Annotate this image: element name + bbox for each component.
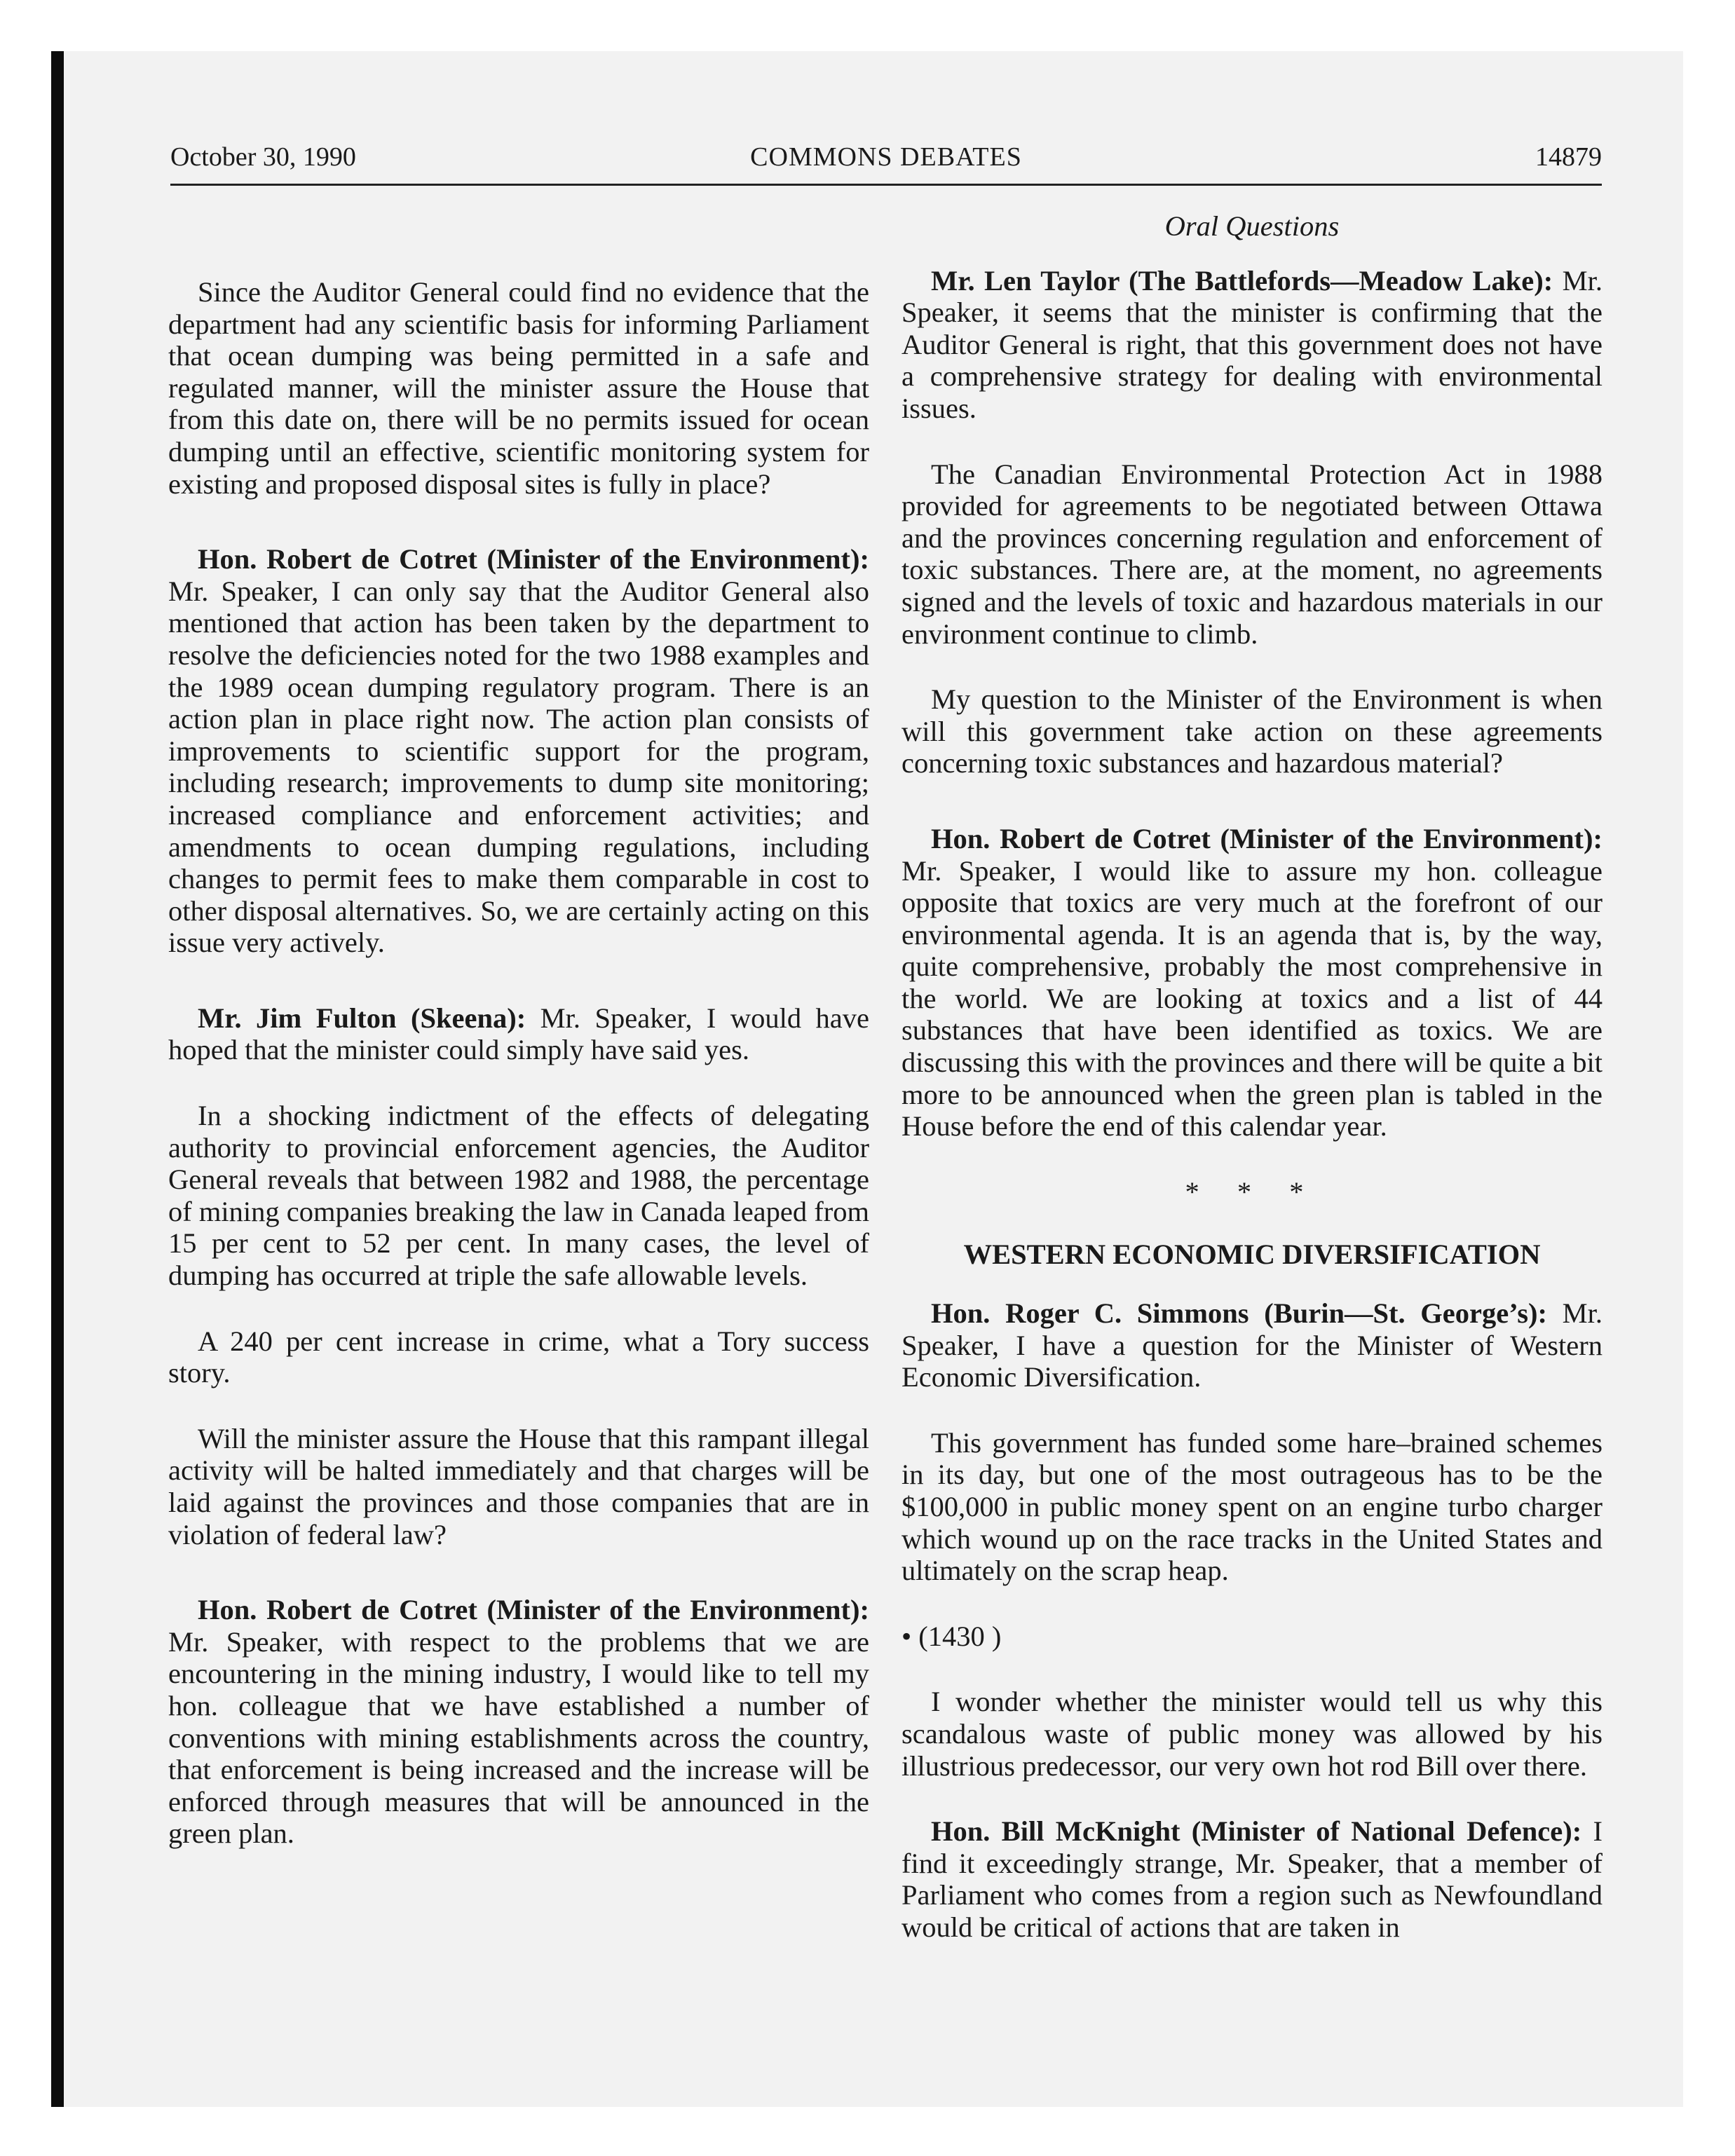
speaker-name: Mr. Len Taylor (The Battlefords—Meadow Lake): bbox=[931, 264, 1553, 296]
scan-binding-edge bbox=[51, 51, 64, 2107]
paragraph: Will the minister assure the House that this rampant illegal activity will be halted immediately and that charges will be laid against the provinces and those companies that are in violation of federal law? bbox=[168, 1422, 869, 1550]
left-column bbox=[168, 276, 869, 1883]
header-page-number: 14879 bbox=[1535, 142, 1602, 172]
running-header bbox=[170, 142, 1602, 179]
right-column bbox=[901, 210, 1603, 1977]
time-marker: • (1430 ) bbox=[901, 1620, 1002, 1652]
paragraph: This government has funded some hare–brained schemes in its day, but one of the most outrageous has to be the $100,000 in public money spent on an engine turbo charger which wound up on the race tracks in the United States and ultimately on the scrap heap. bbox=[901, 1426, 1603, 1587]
speaker-name: Hon. Bill McKnight (Minister of National Defence): bbox=[931, 1815, 1582, 1848]
header-rule bbox=[170, 184, 1602, 186]
speaker-name: Mr. Jim Fulton (Skeena): bbox=[198, 1002, 526, 1034]
speech-paragraph: Mr. Jim Fulton (Skeena): Mr. Speaker, I would have hoped that the minister could simply have said yes. bbox=[168, 1002, 869, 1066]
speech-paragraph: Mr. Len Taylor (The Battlefords—Meadow Lake): Mr. Speaker, it seems that the minister is confirming that the Auditor General is right, that this government does not have a comprehensive strategy for dealing with environmental issues. bbox=[901, 264, 1603, 424]
paragraph: I wonder whether the minister would tell us why this scandalous waste of public money was allowed by his illustrious predecessor, our very own hot rod Bill over there. bbox=[901, 1686, 1603, 1782]
speaker-name: Hon. Robert de Cotret (Minister of the Environment): bbox=[198, 543, 869, 575]
section-separator: * * * bbox=[1185, 1175, 1319, 1208]
speaker-name: Hon. Robert de Cotret (Minister of the Environment): bbox=[198, 1594, 869, 1626]
speech-paragraph: Hon. Robert de Cotret (Minister of the Environment): Mr. Speaker, I can only say that the Auditor General also mentioned that action has been taken by the department to resolve the deficiencies noted for the two 1988 examples and the 1989 ocean dumping regulatory program. There is an action plan in place right now. The action plan consists of improvements to scientific support for the program, including research; improvements to dump site monitoring; increased compliance and enforcement activities; and amendments to ocean dumping regulations, including changes to permit fees to make them comparable in cost to other disposal alternatives. So, we are certainly acting on this issue very actively. bbox=[168, 543, 869, 959]
paragraph: The Canadian Environmental Protection Act in 1988 provided for agreements to be negotiated between Ottawa and the provinces concerning regulation and enforcement of toxic substances. There are, at the moment, no agreements signed and the levels of toxic and hazardous materials in our environment continue to climb. bbox=[901, 458, 1603, 650]
header-date: October 30, 1990 bbox=[170, 142, 356, 172]
speech-paragraph: Hon. Robert de Cotret (Minister of the Environment): Mr. Speaker, I would like to assure my hon. colleague opposite that toxics are very much at the forefront of our environmental agenda. It is an agenda that is, by the way, quite comprehensive, probably the most comprehensive in the world. We are looking at toxics and a list of 44 substances that have been identified as toxics. We are discussing this with the provinces and there will be quite a bit more to be announced when the green plan is tabled in the House before the end of this calendar year. bbox=[901, 822, 1603, 1142]
speech-paragraph: Hon. Roger C. Simmons (Burin—St. George’s): Mr. Speaker, I have a question for the Minister of Western Economic Diversification. bbox=[901, 1297, 1603, 1393]
paragraph: A 240 per cent increase in crime, what a Tory success story. bbox=[168, 1325, 869, 1389]
speaker-name: Hon. Robert de Cotret (Minister of the Environment): bbox=[931, 822, 1603, 854]
speech-paragraph: Hon. Bill McKnight (Minister of National Defence): I find it exceedingly strange, Mr. Speaker, that a member of Parliament who comes from a region such as Newfoundland would be critical of actions that are taken in bbox=[901, 1815, 1603, 1943]
section-title: Oral Questions bbox=[1164, 210, 1340, 242]
paragraph: Since the Auditor General could find no evidence that the department had any scientific basis for informing Parliament that ocean dumping was being permitted in a safe and regulated manner, will the minister assure the House that from this date on, there will be no permits issued for ocean dumping until an effective, scientific monitoring system for existing and proposed disposal sites is fully in place? bbox=[168, 276, 869, 500]
topic-heading: WESTERN ECONOMIC DIVERSIFICATION bbox=[963, 1239, 1541, 1271]
paragraph: My question to the Minister of the Environment is when will this government take action on these agreements concerning toxic substances and hazardous material? bbox=[901, 683, 1603, 779]
speech-paragraph: Hon. Robert de Cotret (Minister of the Environment): Mr. Speaker, with respect to the problems that we are encountering in the mining industry, I would like to tell my hon. colleague that we have established a number of conventions with mining establishments across the country, that enforcement is being increased and the increase will be enforced through measures that will be announced in the green plan. bbox=[168, 1594, 869, 1850]
header-title: COMMONS DEBATES bbox=[750, 142, 1022, 172]
speaker-name: Hon. Roger C. Simmons (Burin—St. George’s): bbox=[931, 1297, 1547, 1330]
paragraph: In a shocking indictment of the effects of delegating authority to provincial enforcement agencies, the Auditor General reveals that between 1982 and 1988, the percentage of mining companies breaking the law in Canada leaped from 15 per cent to 52 per cent. In many cases, the level of dumping has occurred at triple the safe allowable levels. bbox=[168, 1100, 869, 1292]
